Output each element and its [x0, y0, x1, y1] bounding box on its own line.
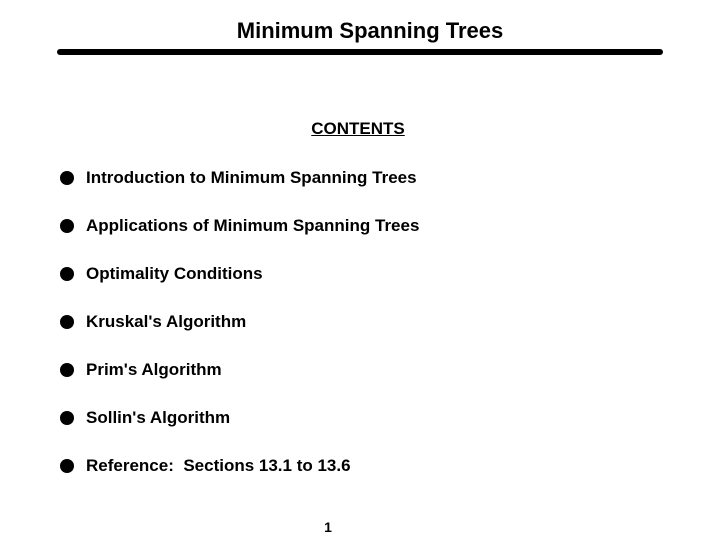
list-item-label: Optimality Conditions [86, 264, 263, 283]
bullet-icon [60, 171, 74, 185]
page-number: 1 [324, 519, 332, 535]
bullet-icon [60, 459, 74, 473]
list-item-label: Prim's Algorithm [86, 360, 222, 379]
list-item-label: Applications of Minimum Spanning Trees [86, 216, 420, 235]
title-rule [57, 49, 663, 55]
slide-title: Minimum Spanning Trees [236, 18, 504, 43]
list-item-label: Kruskal's Algorithm [86, 312, 247, 331]
bullet-icon [60, 267, 74, 281]
list-item-label: Sollin's Algorithm [86, 408, 231, 427]
list-item-label: Introduction to Minimum Spanning Trees [86, 168, 417, 187]
bullet-icon [60, 363, 74, 377]
bullet-icon [60, 411, 74, 425]
list-item-label: Reference: Sections 13.1 to 13.6 [86, 456, 351, 475]
bullet-icon [60, 315, 74, 329]
bullet-icon [60, 219, 74, 233]
contents-heading: CONTENTS [311, 119, 405, 138]
